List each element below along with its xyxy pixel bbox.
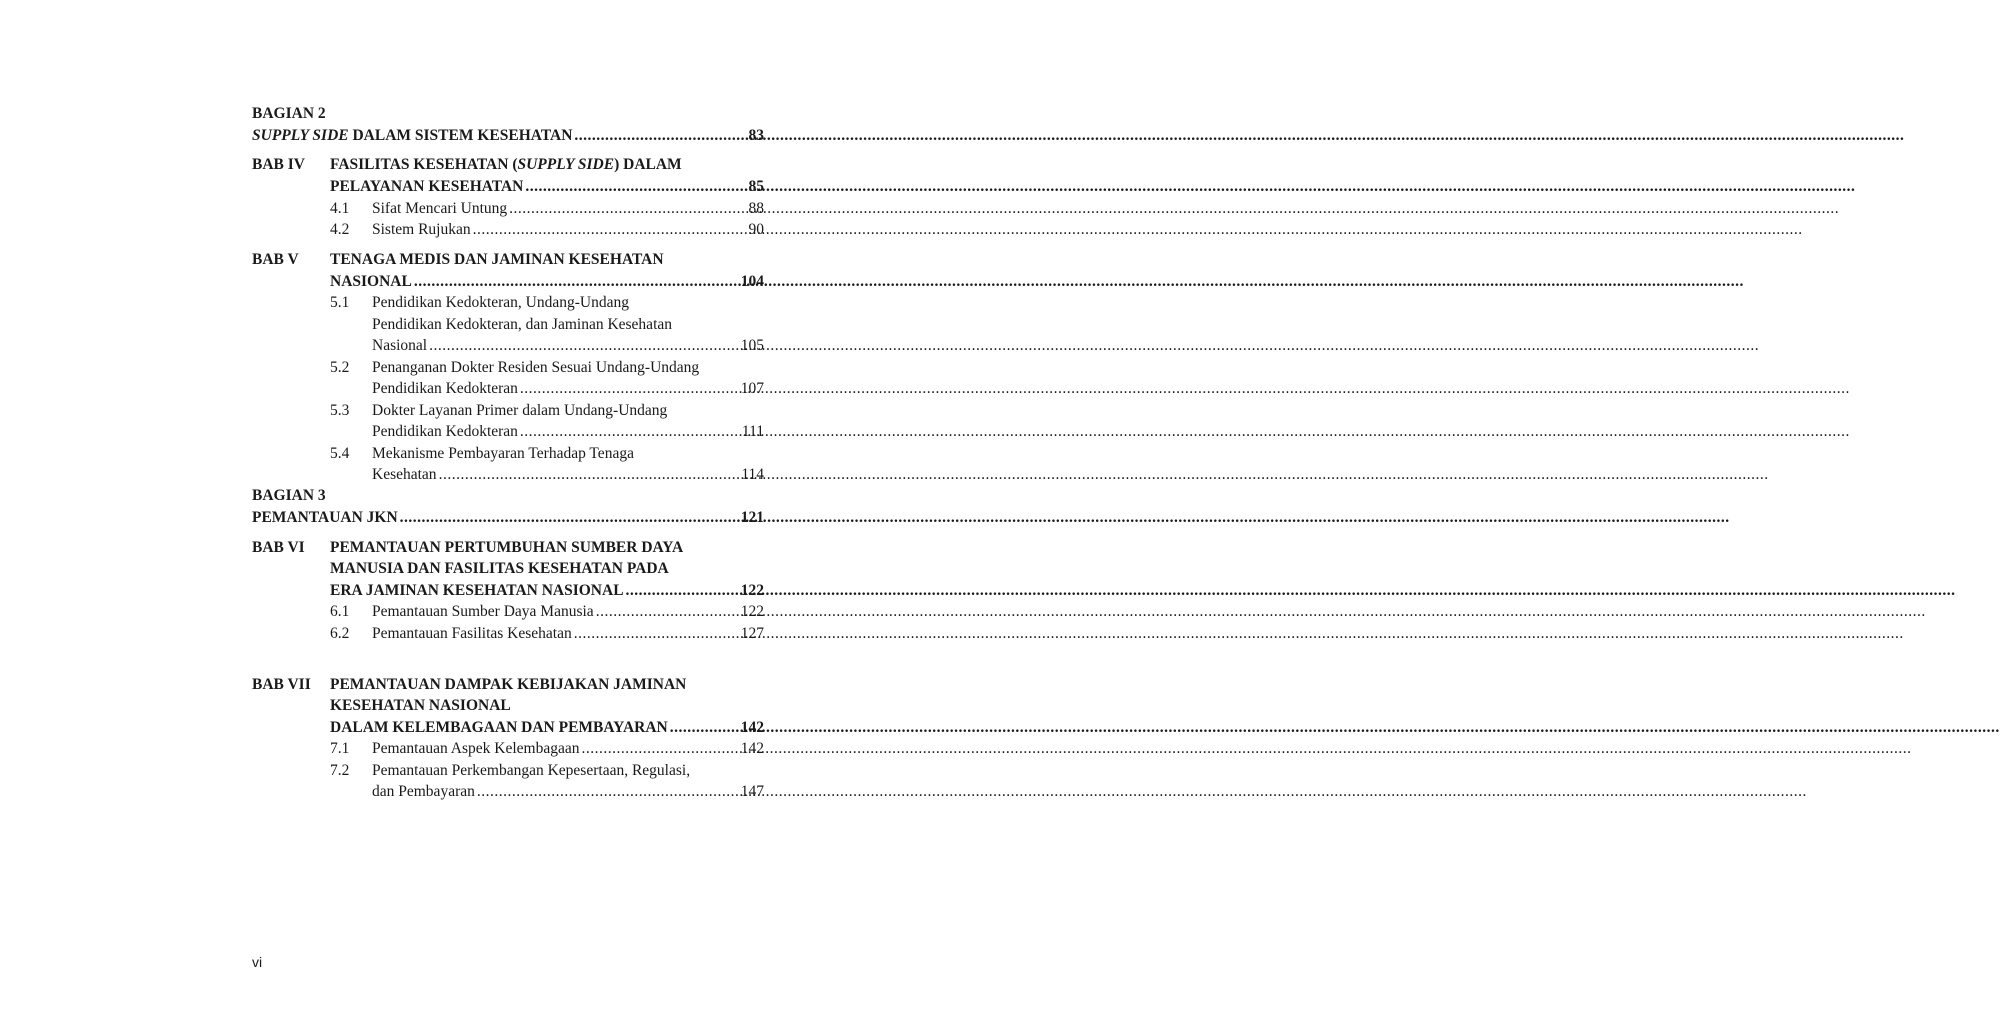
section-5-3[interactable] [252,400,764,422]
section-number: 5.2 [330,359,350,376]
section-title: Pemantauan Sumber Daya Manusia [372,603,594,620]
section-title: Sifat Mencari Untung [372,200,508,217]
chapter-6-heading-cont[interactable] [252,558,764,580]
part-3-label: BAGIAN 3 [252,487,326,504]
chapter-title-line: PEMANTAUAN DAMPAK KEBIJAKAN JAMINAN [330,676,687,693]
section-number: 6.2 [330,625,350,642]
leader-dots [507,198,730,220]
chapter-title-line: ERA JAMINAN KESEHATAN NASIONAL [330,582,624,599]
leader-dots [437,464,730,486]
chapter-label: BAB VI [252,539,305,556]
part-2-title: SUPPLY SIDE DALAM SISTEM KESEHATAN [252,127,573,144]
leader-dots [412,271,730,293]
page-number: 127 [740,625,764,642]
chapter-5-heading[interactable] [252,249,764,271]
chapter-title-line: PEMANTAUAN PERTUMBUHAN SUMBER DAYA [330,539,684,556]
section-title: Pemantauan Fasilitas Kesehatan [372,625,572,642]
page-number: 104 [740,273,764,290]
page-number: 107 [740,380,764,397]
chapter-4-heading[interactable] [252,154,764,176]
leader-dots [572,125,730,147]
section-5-1[interactable] [252,292,764,314]
part-2-entry[interactable] [252,125,764,147]
section-title: Pemantauan Perkembangan Kepesertaan, Regulasi, [372,762,691,779]
section-number: 4.1 [330,200,350,217]
section-number: 5.1 [330,294,350,311]
section-5-2-end[interactable] [252,378,764,400]
section-4-2[interactable] [252,219,764,241]
section-5-2[interactable] [252,357,764,379]
section-title: Sistem Rujukan [372,221,471,238]
page-number: 88 [748,200,764,217]
section-title: Kesehatan [372,466,437,483]
chapter-7-heading[interactable] [252,674,764,696]
chapter-title-line: FASILITAS KESEHATAN (SUPPLY SIDE) DALAM [330,156,682,173]
chapter-6-heading[interactable] [252,537,764,559]
page-number: 147 [740,783,764,800]
section-title: dan Pembayaran [372,783,475,800]
chapter-6-entry[interactable] [252,580,764,602]
section-title: Dokter Layanan Primer dalam Undang-Undang [372,402,668,419]
chapter-title-line: KESEHATAN NASIONAL [330,697,511,714]
chapter-5-entry[interactable] [252,271,764,293]
chapter-4-entry[interactable] [252,176,764,198]
section-number: 6.1 [330,603,350,620]
section-5-4-end[interactable] [252,464,764,486]
chapter-title-line: MANUSIA DAN FASILITAS KESEHATAN PADA [330,560,669,577]
leader-dots [668,717,730,739]
page-number: 122 [740,582,764,599]
section-title: Pendidikan Kedokteran [372,423,518,440]
section-5-4[interactable] [252,443,764,465]
leader-dots [523,176,730,198]
section-title: Penanganan Dokter Residen Sesuai Undang-Undang [372,359,700,376]
chapter-label: BAB V [252,251,299,268]
leader-dots [624,580,730,602]
page-number: 111 [741,423,764,440]
section-7-2[interactable] [252,760,764,782]
leader-dots [579,738,730,760]
leader-dots [518,378,730,400]
part-3-entry[interactable] [252,507,764,529]
section-5-1-cont[interactable] [252,314,764,336]
footer-page-number: vi [252,954,263,970]
section-6-2[interactable] [252,623,764,645]
section-title: Pendidikan Kedokteran [372,380,518,397]
page-number: 114 [741,466,764,483]
chapter-title-line: NASIONAL [330,273,412,290]
section-6-1[interactable] [252,601,764,623]
section-number: 4.2 [330,221,350,238]
section-7-2-end[interactable] [252,781,764,803]
section-title: Nasional [372,337,428,354]
page-number: 90 [748,221,764,238]
page-number: 142 [740,719,764,736]
chapter-title-line: TENAGA MEDIS DAN JAMINAN KESEHATAN [330,251,664,268]
page-number: 122 [740,603,764,620]
chapter-7-entry[interactable] [252,717,764,739]
page-number: 142 [740,740,764,757]
leader-dots [594,601,730,623]
leader-dots [427,335,730,357]
chapter-label: BAB IV [252,156,305,173]
section-title: Pendidikan Kedokteran, Undang-Undang [372,294,629,311]
section-title: Pemantauan Aspek Kelembagaan [372,740,580,757]
section-4-1[interactable] [252,198,764,220]
leader-dots [475,781,730,803]
part-3-title: PEMANTAUAN JKN [252,509,398,526]
leader-dots [398,507,730,529]
section-5-3-end[interactable] [252,421,764,443]
page-number: 85 [748,178,764,195]
section-7-1[interactable] [252,738,764,760]
leader-dots [518,421,730,443]
part-2-label: BAGIAN 2 [252,105,326,122]
section-number: 5.4 [330,445,350,462]
section-5-1-end[interactable] [252,335,764,357]
section-number: 7.1 [330,740,350,757]
page-number: 121 [740,509,764,526]
chapter-title-line: DALAM KELEMBAGAAN DAN PEMBAYARAN [330,719,668,736]
chapter-7-heading-cont[interactable] [252,695,764,717]
page-number: 105 [740,337,764,354]
section-title: Mekanisme Pembayaran Terhadap Tenaga [372,445,634,462]
leader-dots [471,219,730,241]
chapter-label: BAB VII [252,676,311,693]
leader-dots [572,623,730,645]
page-number: 83 [748,127,764,144]
section-number: 5.3 [330,402,350,419]
section-title: Pendidikan Kedokteran, dan Jaminan Kesehatan [372,316,673,333]
chapter-title-line: PELAYANAN KESEHATAN [330,178,524,195]
section-number: 7.2 [330,762,350,779]
